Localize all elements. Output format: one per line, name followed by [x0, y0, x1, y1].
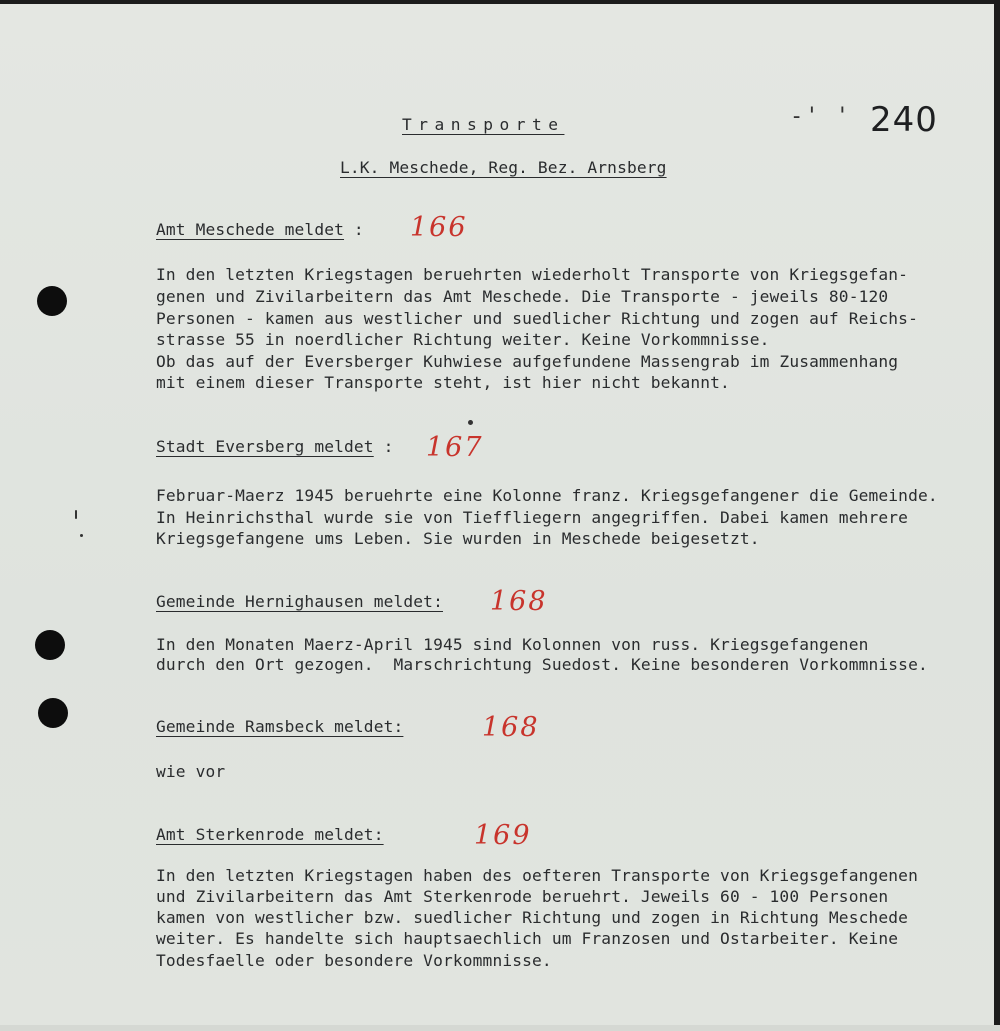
section-line: Personen - kamen aus westlicher und suedlicher Richtung und zogen auf Reichs-	[156, 309, 918, 328]
section-line: und Zivilarbeitern das Amt Sterkenrode beruehrt. Jeweils 60 - 100 Personen	[156, 887, 889, 906]
scan-edge-right	[994, 0, 1000, 1031]
section-line: Kriegsgefangene ums Leben. Sie wurden in Meschede beigesetzt.	[156, 529, 760, 548]
section-line: mit einem dieser Transporte steht, ist hier nicht bekannt.	[156, 373, 730, 392]
handwritten-note: 169	[474, 820, 532, 851]
section-line: durch den Ort gezogen. Marschrichtung Suedost. Keine besonderen Vorkommnisse.	[156, 655, 928, 674]
scan-edge-top	[0, 0, 1000, 4]
handwritten-note: 166	[410, 212, 468, 243]
section-heading: Amt Sterkenrode meldet:	[156, 825, 384, 844]
punch-hole	[38, 698, 68, 728]
section-heading: Gemeinde Hernighausen meldet:	[156, 592, 443, 611]
section-line: Todesfaelle oder besondere Vorkommnisse.	[156, 951, 552, 970]
section-line: In den Monaten Maerz-April 1945 sind Kolonnen von russ. Kriegsgefangenen	[156, 635, 869, 654]
ink-speck	[80, 534, 83, 537]
section-line: In Heinrichsthal wurde sie von Tieffliegern angegriffen. Dabei kamen mehrere	[156, 508, 909, 527]
section-heading: Stadt Eversberg meldet :	[156, 437, 394, 456]
section-line: In den letzten Kriegstagen haben des oefteren Transporte von Kriegsgefangenen	[156, 866, 918, 885]
page-dash-mark: -' '	[790, 104, 851, 129]
handwritten-note: 168	[490, 586, 548, 617]
document-title: Transporte	[402, 115, 565, 134]
punch-hole	[35, 630, 65, 660]
scan-edge-bottom	[0, 1025, 1000, 1031]
page-number: 240	[870, 100, 938, 140]
ink-speck	[468, 420, 473, 425]
section-line: Februar-Maerz 1945 beruehrte eine Kolonne franz. Kriegsgefangener die Gemeinde.	[156, 486, 938, 505]
section-line: kamen von westlicher bzw. suedlicher Richtung und zogen in Richtung Meschede	[156, 908, 909, 927]
section-line: genen und Zivilarbeitern das Amt Meschede. Die Transporte - jeweils 80-120	[156, 287, 889, 306]
punch-hole	[37, 286, 67, 316]
section-line: wie vor	[156, 762, 226, 781]
section-line: strasse 55 in noerdlicher Richtung weiter. Keine Vorkommnisse.	[156, 330, 770, 349]
handwritten-note: 167	[426, 432, 484, 463]
document-subtitle: L.K. Meschede, Reg. Bez. Arnsberg	[340, 158, 667, 177]
ink-speck	[75, 510, 77, 519]
section-line: In den letzten Kriegstagen beruehrten wiederholt Transporte von Kriegsgefan-	[156, 265, 909, 284]
section-heading: Gemeinde Ramsbeck meldet:	[156, 717, 404, 736]
handwritten-note: 168	[482, 712, 540, 743]
section-line: Ob das auf der Eversberger Kuhwiese aufgefundene Massengrab im Zusammenhang	[156, 352, 899, 371]
section-line: weiter. Es handelte sich hauptsaechlich um Franzosen und Ostarbeiter. Keine	[156, 929, 899, 948]
section-heading: Amt Meschede meldet :	[156, 220, 364, 239]
